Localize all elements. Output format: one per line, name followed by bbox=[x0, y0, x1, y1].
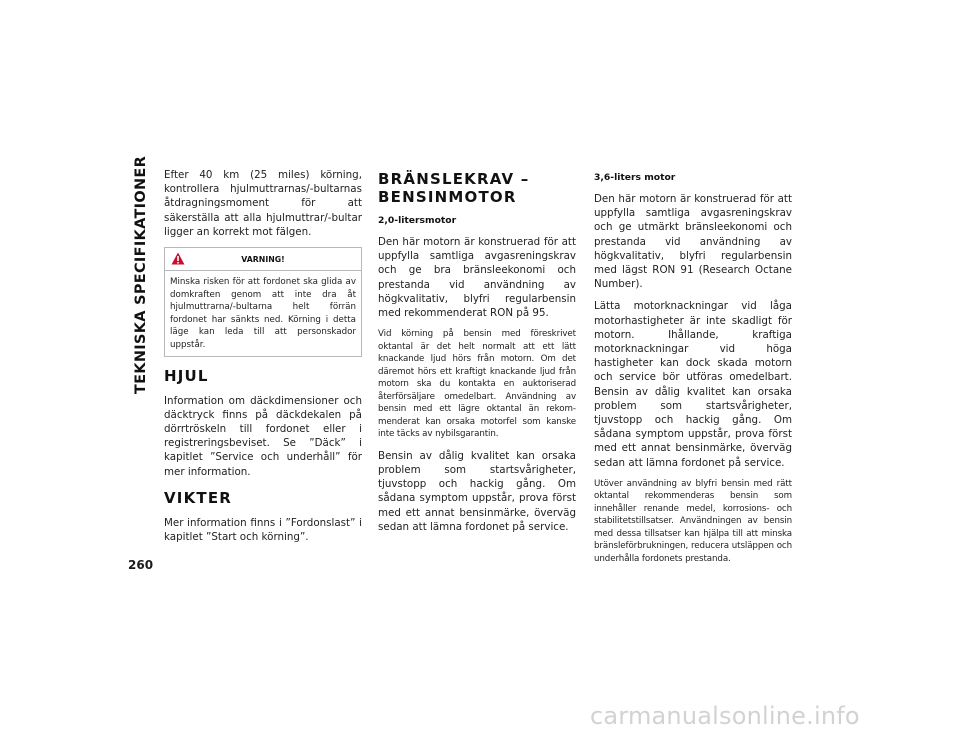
heading-wheels: HJUL bbox=[164, 366, 209, 385]
chapter-title: TEKNISKA SPECIFIKATIONER bbox=[133, 155, 149, 395]
page-number: 260 bbox=[128, 558, 154, 572]
weights-text: Mer information finns i ”Fordonslast” i kapitlet ”Start och körning”. bbox=[164, 516, 362, 543]
engine-3-6-paragraph-1: Den här motorn är konstruerad för att uppfylla samtliga avgasreningskrav och ge utmärkt bränsleekonomi och prestanda vid användning av högkvalitativ, blyfri regularbensin med lägst RON 91 (Research Octane Number). bbox=[594, 193, 792, 291]
warning-text: Minska risken för att fordonet ska glida av domkraften genom att inte dra åt hjulmuttrarna/-bultarna helt förrän fordonet har sänkts ned. Körning i detta läge kan leda till att personskador uppstår. bbox=[170, 277, 356, 350]
engine-3-6-paragraph-2: Lätta motorknackningar vid låga motorhastigheter är inte skadligt för motorn. Ihållande, kraftiga motorknackningar vid höga hastigheter kan dock skada motorn och service bör utföras omedelbart. Bensin av dålig kvalitet kan orsaka problem som startsvårigheter, tjuvstopp och hackig gång. Om sådana symptom uppstår, prova först med ett annat bensinmärke, överväg sedan att lämna fordonet på service. bbox=[594, 300, 792, 469]
engine-2-0-paragraph-1: Den här motorn är konstruerad för att uppfylla samtliga avgasreningskrav och ge bra bränsleekonomi och prestanda vid användning av högkvalitativ, blyfri regularbensin med rekommenderat RON på 95. bbox=[378, 236, 576, 320]
subheading-2-0-engine: 2,0-litersmotor bbox=[378, 215, 457, 226]
column-left bbox=[164, 168, 362, 552]
warning-header bbox=[165, 248, 361, 271]
column-middle bbox=[378, 168, 576, 542]
column-right bbox=[594, 168, 792, 573]
wheel-nut-intro: Efter 40 km (25 miles) körning, kontrollera hjulmuttrarnas/-bultarnas åtdragningsmoment för att säkerställa att alla hjulmuttrar/-bultar ligger an korrekt mot fälgen. bbox=[164, 169, 362, 238]
chapter-side-tab bbox=[128, 155, 154, 395]
warning-body bbox=[165, 271, 361, 356]
warning-label: VARNING! bbox=[241, 254, 285, 264]
heading-fuel-requirements: BRÄNSLEKRAV – BENSINMOTOR bbox=[378, 170, 530, 206]
engine-3-6-paragraph-3: Utöver användning av blyfri bensin med rätt oktantal rekommenderas bensin som innehåller renande medel, korrosions- och stabilitetstillsatser. Användningen av bensin med dessa tillsatser kan hjälpa till att minska bränsleförbrukningen, reducera utsläppen och underhålla fordonets prestanda. bbox=[594, 478, 792, 564]
engine-2-0-paragraph-2: Vid körning på bensin med föreskrivet oktantal är det helt normalt att ett lätt knackande ljud hörs från motorn. Om det däremot hörs ett kraftigt knackande ljud från motorn ska du kontakta en auktoriserad återförsäljare omedelbart. Användning av bensin med ett lägre oktantal än rekommenderat kan orsaka motorfel som kanske inte täcks av nybilsgarantin. bbox=[378, 329, 576, 440]
warning-box bbox=[164, 247, 362, 357]
watermark: carmanualsonline.info bbox=[590, 702, 860, 730]
warning-triangle-icon bbox=[171, 252, 185, 265]
subheading-3-6-engine: 3,6-liters motor bbox=[594, 172, 676, 183]
heading-weights: VIKTER bbox=[164, 488, 233, 507]
engine-2-0-paragraph-3: Bensin av dålig kvalitet kan orsaka problem som startsvårigheter, tjuvstopp och hackig gång. Om sådana symptom uppstår, prova först med ett annat bensinmärke, överväg sedan att lämna fordonet på service. bbox=[378, 449, 576, 533]
wheels-text: Information om däckdimensioner och däcktryck finns på däckdekalen på dörrtröskeln till fordonet eller i registreringsbeviset. Se ”Däck” i kapitlet ”Service och underhåll” för mer information. bbox=[164, 394, 362, 478]
